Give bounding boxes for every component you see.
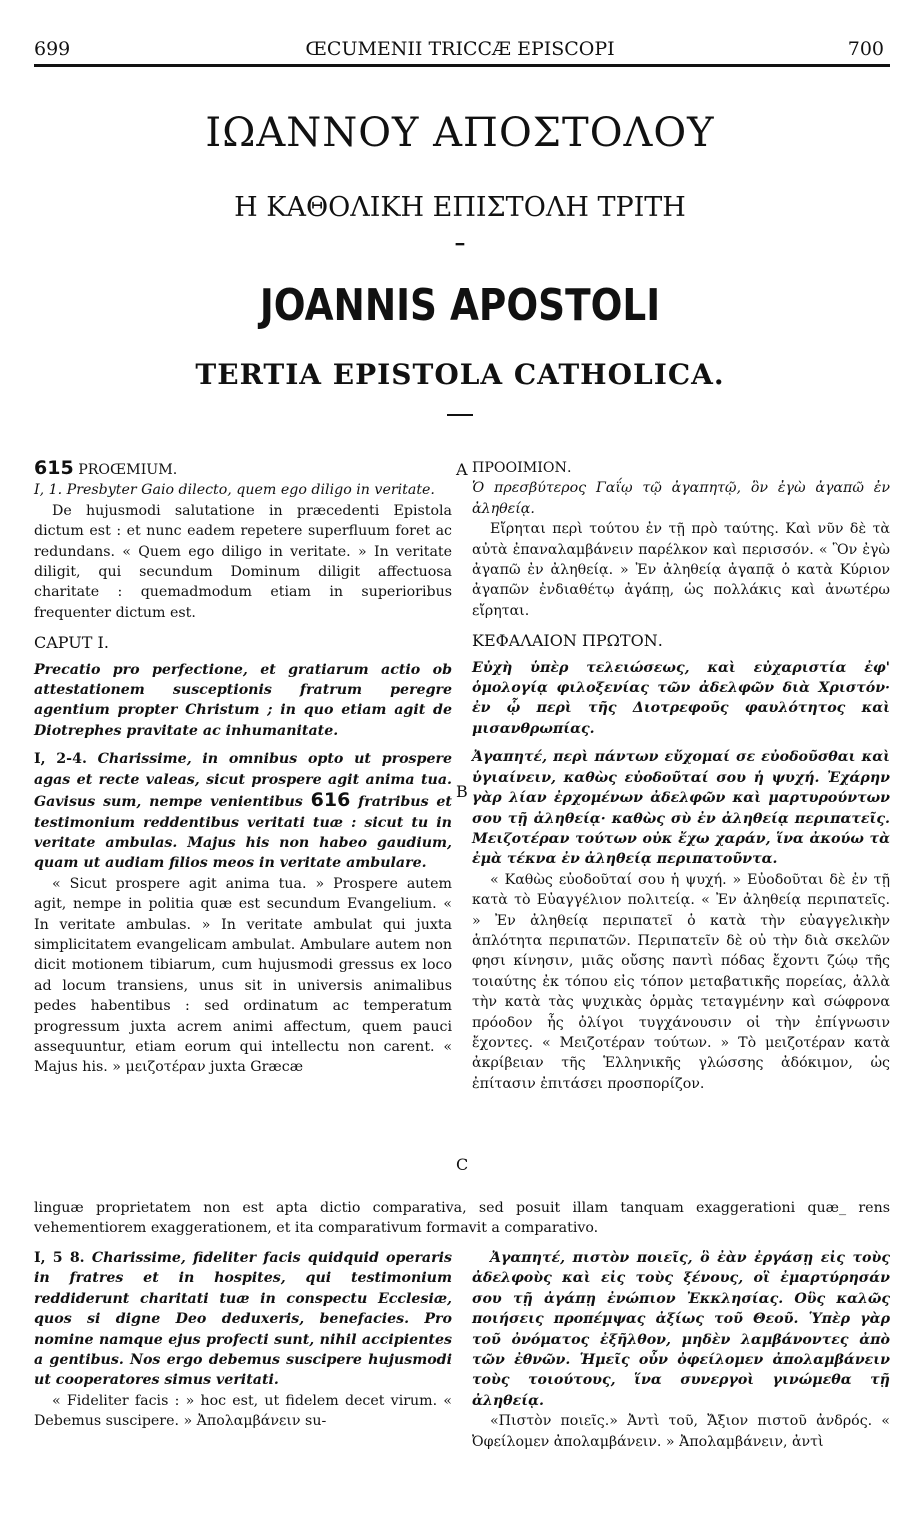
commentary-latin-1: « Sicut prospere agit anima tua. » Prospere autem agit, nempe in politia quæ est secundum Evangelium. « In veritate ambulas. » In veritate ambulat qui juxta simplicitatem evangelicam ambulat. Ambulare autem non dicit motionem tibiarum, cum hujusmodi gressus ex loco ad locum transiens, unus sit in universis animalibus pedes habentibus : sed ordinatum ac temperatum progressum juxta acrem animi affectum, quem pauci assequuntur, etiam eorum qui intellectu non carent. « Majus his. » μειζοτέραν juxta Græcæ xyxy=(34,875,452,1076)
caput-summary-latin: Precatio pro perfectione, et gratiarum actio ob attestationem susceptionis fratrum peregre agentium propter Christum ; in quo etiam agit de Diotrephes pravitate ac inhumanitate. xyxy=(34,661,452,739)
full-width-continuation: linguæ proprietatem non est apta dictio comparativa, sed posuit illam tanquam exaggerationi quæ_ rens vehementiorem exaggerationem, et ita comparativum formavit a comparativo. xyxy=(34,1200,890,1237)
verse-2-4-greek: Ἀγαπητέ, περὶ πάντων εὔχομαί σε εὐοδοῦσθαι καὶ ὑγιαίνειν, καθὼς εὐοδοῦταί σου ἡ ψυχή. Ἐχάρην γὰρ λίαν ἐρχομένων ἀδελφῶν καὶ μαρτυρούντων σου τῇ ἀληθείᾳ· καθὼς σὺ ἐν ἀληθείᾳ περιπατεῖς. Μειζοτέραν τούτων οὐκ ἔχω χαράν, ἵνα ἀκούω τὰ ἐμὰ τέκνα ἐν ἀληθείᾳ περιπατοῦντα. xyxy=(472,749,890,868)
verse-2-4-latin: I, 2-4. Charissime, in omnibus opto ut prospere agas et recte valeas, sicut prospere agit anima tua. Gavisus sum, nempe venientibus 616 fratribus et testimonium reddentibus veritati tuæ : sicut tu in veritate ambulas. Majus his non habeo gaudium, quam ut audiam filios meos in veritate ambulare. xyxy=(34,751,452,872)
running-title: ŒCUMENII TRICCÆ EPISCOPI xyxy=(305,38,615,60)
caput-heading-greek: ΚΕΦΑΛΑΙΟΝ ΠΡΩΤΟΝ. xyxy=(472,631,663,651)
proem-heading-greek: ΠΡΟΟΙΜΙΟΝ. xyxy=(472,460,572,476)
column-number: 616 xyxy=(310,789,351,812)
proem-text-latin: De hujusmodi salutatione in præcedenti Epistola dictum est : et nunc eadem repetere superfluum foret ac redundans. « Quem ego diligo in veritate. » In veritate diligit, qui secundum Dominum diligit affectuosa charitate : quemadmodum etiam in superioribus frequenter dictum est. xyxy=(34,502,452,621)
caput-heading-latin: CAPUT I. xyxy=(34,633,109,653)
margin-letter-c: C xyxy=(456,1155,469,1174)
margin-letter-b: B xyxy=(456,782,468,801)
page-number-right: 700 xyxy=(847,38,884,60)
greek-subtitle: Η ΚΑΘΟΛΙΚΗ ΕΠΙΣΤΟΛΗ ΤΡΙΤΗ xyxy=(234,192,686,223)
latin-subtitle: TERTIA EPISTOLA CATHOLICA. xyxy=(195,358,725,391)
proem-text-greek: Εἴρηται περὶ τούτου ἐν τῇ πρὸ ταύτης. Καὶ νῦν δὲ τὰ αὐτὰ ἐπαναλαμβάνειν παρέλκον καὶ περισσόν. « Ὃν ἐγὼ ἀγαπῶ ἐν ἀληθείᾳ. » Ἐν ἀληθείᾳ ἀγαπᾷ ὁ κατὰ Κύριον ἀγαπῶν ἐνδιαθέτῳ ἀγάπῃ, ὡς πολλάκις καὶ ἀνωτέρω εἴρηται. xyxy=(472,521,890,619)
caput-summary-greek: Εὐχὴ ὑπὲρ τελειώσεως, καὶ εὐχαριστία ἐφ' ὁμολογίᾳ φιλοξενίας τῶν ἀδελφῶν διὰ Χριστόν· ἐν ᾧ περὶ τῆς Διοτρεφοῦς φαυλότητος καὶ μισανθρωπίας. xyxy=(472,659,890,737)
proem-heading-latin: 615 PROŒMIUM. xyxy=(34,457,178,479)
left-column-bottom xyxy=(34,1248,452,1432)
margin-letter-a: A xyxy=(456,460,468,479)
greek-title: ΙΩΑΝΝΟΥ ΑΠΟΣΤΟΛΟΥ xyxy=(205,110,715,156)
commentary-latin-2: « Fideliter facis : » hoc est, ut fidelem decet virum. « Debemus suscipere. » Ἀπολαμβάνειν su- xyxy=(34,1392,452,1430)
commentary-greek-2: «Πιστὸν ποιεῖς.» Ἀντὶ τοῦ, Ἄξιον πιστοῦ ἀνδρός. « Ὀφείλομεν ἀπολαμβάνειν. » Ἀπολαμβάνειν, ἀντὶ xyxy=(472,1413,890,1450)
verse-5-8-greek: Ἀγαπητέ, πιστὸν ποιεῖς, ὃ ἐὰν ἐργάσῃ εἰς τοὺς ἀδελφοὺς καὶ εἰς τοὺς ξένους, οἳ ἐμαρτύρησάν σου τῇ ἀγάπῃ ἐνώπιον Ἐκκλησίας. Οὓς καλῶς ποιήσεις προπέμψας ἀξίως τοῦ Θεοῦ. Ὑπὲρ γὰρ τοῦ ὀνόματος ἐξῆλθον, μηδὲν λαμβάνοντες ἀπὸ τῶν ἐθνῶν. Ἡμεῖς οὖν ὀφείλομεν ἀπολαμβάνειν τοὺς τοιούτους, ἵνα συνεργοὶ γινώμεθα τῇ ἀληθείᾳ. xyxy=(472,1250,890,1409)
column-number: 615 xyxy=(34,457,74,479)
right-column-bottom xyxy=(472,1248,890,1452)
left-column-top xyxy=(34,458,452,1078)
ornament: ━ xyxy=(455,237,465,253)
proem-verse-latin: I, 1. Presbyter Gaio dilecto, quem ego diligo in veritate. xyxy=(34,482,435,499)
page-number-left: 699 xyxy=(34,38,71,60)
commentary-greek-1: « Καθὼς εὐοδοῦταί σου ἡ ψυχή. » Εὐοδοῦται δὲ ἐν τῇ κατὰ τὸ Εὐαγγέλιον πολιτείᾳ. « Ἐν ἀληθείᾳ περιπατεῖς. » Ἐν ἀληθείᾳ περιπατεῖ ὁ κατὰ τὴν εὐαγγελικὴν ἁπλότητα περιπατῶν. Περιπατεῖν δὲ οὐ τὴν διὰ σκελῶν φησι κίνησιν, μιᾶς οὔσης παντὶ πόδας ἔχοντι ζώῳ τῆς τοιαύτης ἐκ τόπου εἰς τόπον μεταβατικῆς πορείας, ἀλλὰ τὴν κατὰ τὰς ψυχικὰς ὁρμὰς τεταγμένην καὶ σώφρονα πρόοδον ἧς ὀλίγοι τυγχάνουσιν οἱ τὴν ἐπίγνωσιν ἔχοντες. « Μειζοτέραν τούτων. » Τὸ μειζοτέραν κατὰ ἀκρίβειαν τῆς Ἑλληνικῆς γλώσσης ἀδόκιμον, ὡς ἐπίτασιν ἐπιτάσει προσπορίζον. xyxy=(472,871,890,1092)
proem-verse-greek: Ὁ πρεσβύτερος Γαΐῳ τῷ ἀγαπητῷ, ὃν ἐγὼ ἀγαπῶ ἐν ἀληθείᾳ. xyxy=(472,480,890,517)
latin-title: JOANNIS APOSTOLI xyxy=(259,280,661,331)
title-dash xyxy=(447,414,473,416)
header-rule xyxy=(34,64,890,67)
right-column-top xyxy=(472,458,890,1094)
verse-5-8-latin: I, 5 8. Charissime, fideliter facis quidquid operaris in fratres et in hospites, qui testimonium reddiderunt charitati tuæ in conspectu Ecclesiæ, quos si digne Deo deduxeris, benefacies. Pro nomine namque ejus profecti sunt, nihil accipientes a gentibus. Nos ergo debemus suscipere hujusmodi ut cooperatores simus veritati. xyxy=(34,1250,452,1389)
